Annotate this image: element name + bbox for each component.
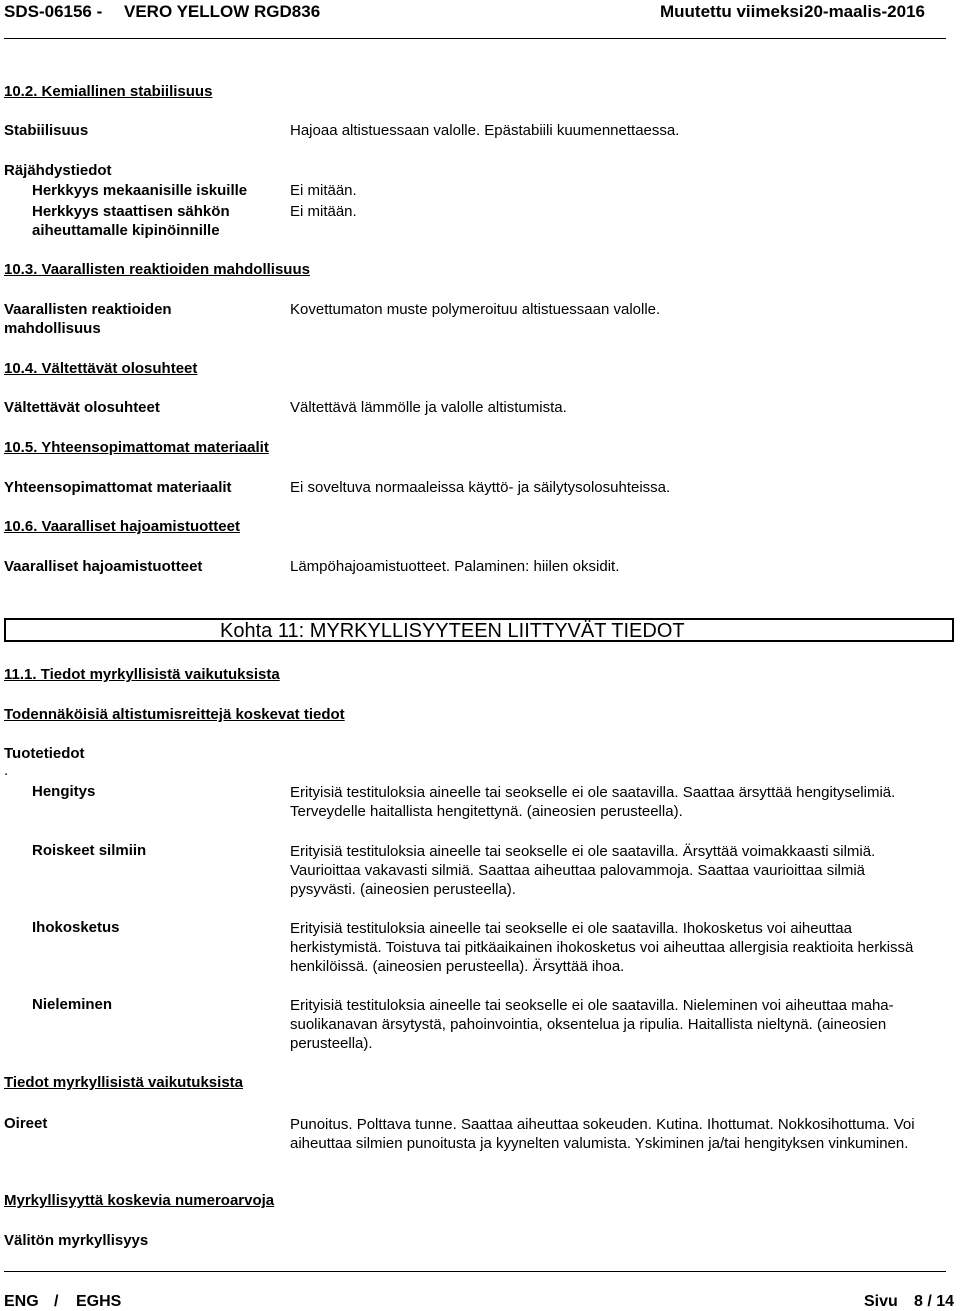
- static-value: Ei mitään.: [290, 203, 357, 220]
- hazreact-value: Kovettumaton muste polymeroituu altistuessaan valolle.: [290, 301, 661, 318]
- static-label-1: Herkkyys staattisen sähkön: [32, 203, 230, 220]
- static-label-2: aiheuttamalle kipinöinnille: [32, 222, 220, 239]
- incompat-value: Ei soveltuva normaaleissa käyttö- ja säilytysolosuhteissa.: [290, 479, 671, 496]
- product-name: VERO YELLOW RGD836: [124, 2, 321, 21]
- avoid-label: Vältettävät olosuhteet: [4, 399, 160, 416]
- section-11-banner-title: Kohta 11: MYRKYLLISYYTEEN LIITTYVÄT TIEDOT: [220, 620, 685, 642]
- footer-lang: ENG: [4, 1293, 39, 1310]
- footer-slash: /: [54, 1293, 59, 1310]
- inhalation-value: Erityisiä testituloksia aineelle tai seokselle ei ole saatavilla. Saattaa ärsyttää hengityselimiä. Terveydelle haitallista hengitettynä. (aineosien perusteella).: [290, 784, 896, 820]
- decomp-label: Vaaralliset hajoamistuotteet: [4, 558, 203, 575]
- footer-page-label: Sivu: [864, 1293, 898, 1310]
- section-10-5-title: 10.5. Yhteensopimattomat materiaalit: [4, 439, 269, 456]
- decomp-value: Lämpöhajoamistuotteet. Palaminen: hiilen oksidit.: [290, 558, 620, 575]
- numeric-title: Myrkyllisyyttä koskevia numeroarvoja: [4, 1192, 275, 1209]
- routes-title: Todennäköisiä altistumisreittejä koskevat tiedot: [4, 706, 345, 723]
- revised-date: 20-maalis-2016: [804, 2, 925, 21]
- eye-label: Roiskeet silmiin: [32, 842, 147, 859]
- revised-label: Muutettu viimeksi: [660, 2, 804, 21]
- inhalation-label: Hengitys: [32, 783, 96, 800]
- section-10-4-title: 10.4. Vältettävät olosuhteet: [4, 360, 198, 377]
- toxeffects-title: Tiedot myrkyllisistä vaikutuksista: [4, 1074, 243, 1091]
- explosion-label: Räjähdystiedot: [4, 162, 112, 179]
- ingestion-value: Erityisiä testituloksia aineelle tai seokselle ei ole saatavilla. Nieleminen voi aiheuttaa maha-suolikanavan ärsytystä, pahoinvointia, oksentelua ja ripulia. Haitallista nieltynä. (aineosien perusteella).: [290, 997, 894, 1052]
- header-rule: [4, 38, 946, 39]
- section-11-banner: [4, 618, 954, 642]
- hazreact-label-1: Vaarallisten reaktioiden: [4, 301, 172, 318]
- ingestion-label: Nieleminen: [32, 996, 113, 1013]
- mech-impact-label: Herkkyys mekaanisille iskuille: [32, 182, 248, 199]
- footer-rule: [4, 1271, 946, 1272]
- section-10-6-title: 10.6. Vaaralliset hajoamistuotteet: [4, 518, 240, 535]
- product-info-label: Tuotetiedot: [4, 745, 85, 762]
- stability-label: Stabiilisuus: [4, 122, 89, 139]
- skin-label: Ihokosketus: [32, 919, 120, 936]
- mech-impact-value: Ei mitään.: [290, 182, 357, 199]
- symptoms-label: Oireet: [4, 1115, 48, 1132]
- symptoms-value: Punoitus. Polttava tunne. Saattaa aiheuttaa sokeuden. Kutina. Ihottumat. Nokkosihottuma. Voi aiheuttaa silmien punoitusta ja kyynelten valumista. Yskiminen ja/tai hengityksen vinkuminen.: [290, 1116, 915, 1152]
- section-11-1-title: 11.1. Tiedot myrkyllisistä vaikutuksista: [4, 666, 280, 683]
- section-10-3-title: 10.3. Vaarallisten reaktioiden mahdollisuus: [4, 261, 310, 278]
- footer-page-number: 8 / 14: [914, 1293, 955, 1310]
- stability-value: Hajoaa altistuessaan valolle. Epästabiili kuumennettaessa.: [290, 122, 680, 139]
- incompat-label: Yhteensopimattomat materiaalit: [4, 479, 232, 496]
- avoid-value: Vältettävä lämmölle ja valolle altistumista.: [290, 399, 567, 416]
- doc-id: SDS-06156 -: [4, 2, 103, 21]
- acute-label: Välitön myrkyllisyys: [4, 1232, 149, 1249]
- eye-value: Erityisiä testituloksia aineelle tai seokselle ei ole saatavilla. Ärsyttää voimakkaasti silmiä. Vaurioittaa vakavasti silmiä. Saattaa aiheuttaa palovammoja. Saattaa vaurioittaa silmiä pysyvästi. (aineosien perusteella).: [290, 843, 876, 898]
- product-info-dot: .: [4, 762, 9, 779]
- skin-value: Erityisiä testituloksia aineelle tai seokselle ei ole saatavilla. Ihokosketus voi aiheuttaa herkistymistä. Toistuva tai pitkäaikainen ihokosketus voi aiheuttaa allergisia reaktioita herkissä henkilöissä. (aineosien perusteella). Ärsyttää ihoa.: [290, 920, 914, 975]
- section-10-2-title: 10.2. Kemiallinen stabiilisuus: [4, 83, 213, 100]
- footer-format: EGHS: [76, 1293, 122, 1310]
- hazreact-label-2: mahdollisuus: [4, 320, 101, 337]
